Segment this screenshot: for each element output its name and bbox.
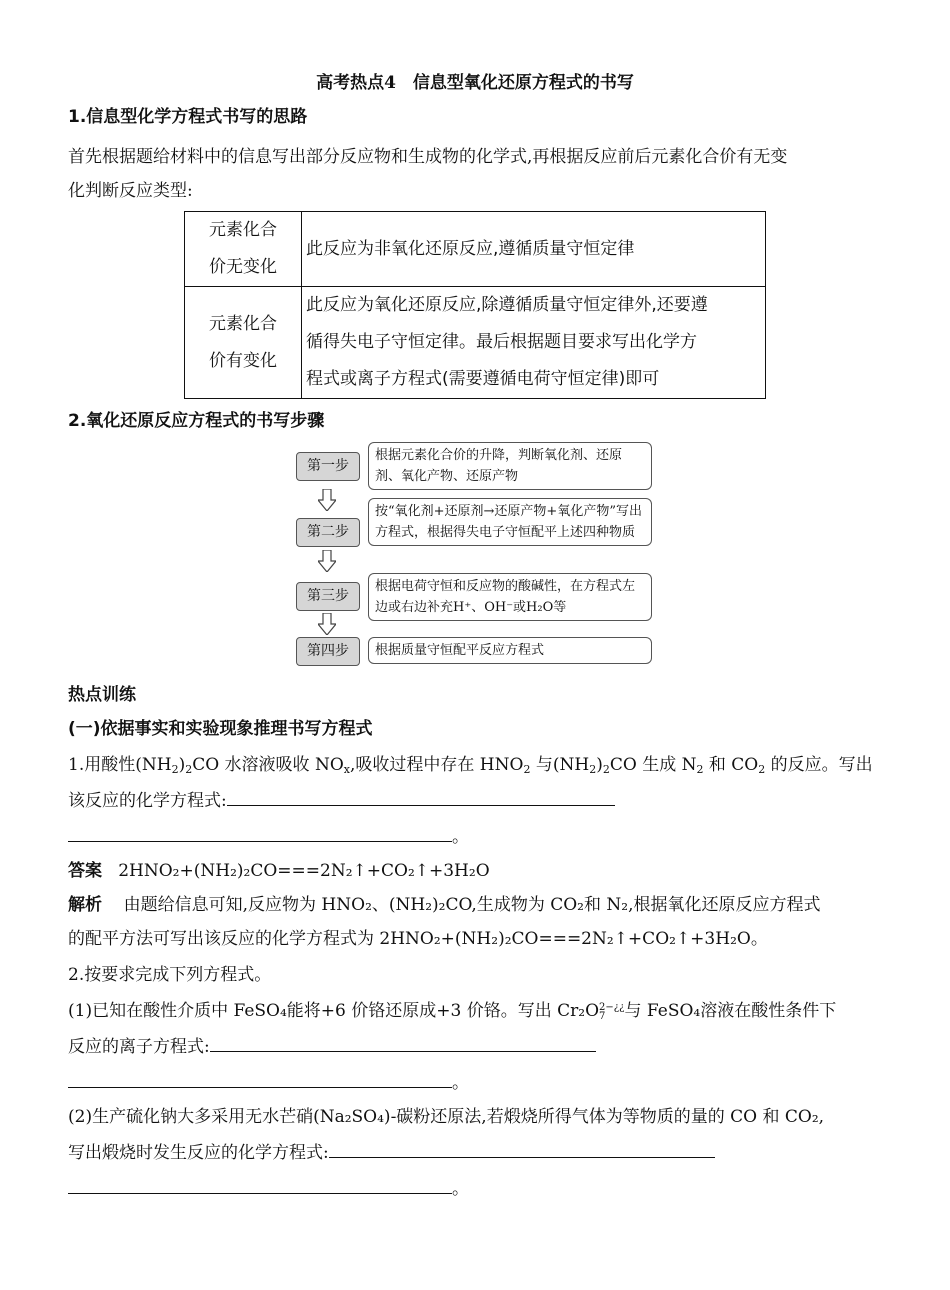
step-description: 根据电荷守恒和反应物的酸碱性，在方程式左边或右边补充H⁺、OH⁻或H₂O等 [368, 573, 652, 621]
table-text: 程式或离子方程式(需要遵循电荷守恒定律)即可 [306, 369, 660, 389]
table-text-cell: 此反应为非氧化还原反应,遵循质量守恒定律 [302, 212, 766, 287]
training-subheading: (一)依据事实和实验现象推理书写方程式 [68, 719, 373, 739]
table-label-cell [185, 212, 302, 287]
analysis-label: 解析 [68, 895, 102, 915]
analysis-line2: 的配平方法可写出该反应的化学方程式为 2HNO₂+(NH₂)₂CO===2N₂↑+CO₂↑+3H₂O。 [68, 929, 768, 949]
answer-blank[interactable] [68, 1070, 452, 1088]
step-description: 根据质量守恒配平反应方程式 [368, 637, 652, 664]
question-2-2-line1: (2)生产硫化钠大多采用无水芒硝(Na₂SO₄)-碳粉还原法,若煅烧所得气体为等物质的量的 CO 和 CO₂, [68, 1107, 825, 1127]
step-description: 根据元素化合价的升降，判断氧化剂、还原剂、氧化产物、还原产物 [368, 442, 652, 490]
down-arrow-icon [318, 550, 336, 572]
section2-heading: 2.氧化还原反应方程式的书写步骤 [68, 411, 325, 431]
question-2-heading: 2.按要求完成下列方程式。 [68, 965, 272, 985]
table-label: 价有变化 [209, 350, 277, 371]
table-label: 价无变化 [209, 257, 277, 277]
step-label: 第二步 [296, 518, 360, 547]
step-label: 第三步 [296, 582, 360, 611]
answer-blank[interactable] [210, 1034, 596, 1052]
section1-heading: 1.信息型化学方程式书写的思路 [68, 107, 308, 127]
answer-text: 2HNO₂+(NH₂)₂CO===2N₂↑+CO₂↑+3H₂O [118, 861, 490, 881]
section1-intro-line1: 首先根据题给材料中的信息写出部分反应物和生成物的化学式,再根据反应前后元素化合价有无变 [68, 147, 788, 167]
question-2-1-line2: 反应的离子方程式: [68, 1032, 596, 1057]
answer-blank[interactable] [68, 824, 452, 842]
question-2-2-line3: 。 [68, 1174, 469, 1199]
question-2-2-line2: 写出煅烧时发生反应的化学方程式: [68, 1138, 715, 1163]
answer-blank[interactable] [68, 1176, 452, 1194]
table-text: 循得失电子守恒定律。最后根据题目要求写出化学方 [306, 332, 697, 352]
table-label: 元素化合 [209, 220, 277, 240]
training-heading: 热点训练 [68, 685, 136, 705]
question-1-line2: 该反应的化学方程式: [68, 786, 615, 811]
table-label-cell [185, 287, 302, 399]
down-arrow-icon [318, 489, 336, 511]
question-1-line3: 。 [68, 822, 469, 847]
question-1-line1: 1.用酸性$(NH_2)_2CO$ 水溶液吸收 $NO_x$,吸收过程中存在 $HNO_2$ 与$(NH_2)_2CO$ 生成 $N_2$ 和 $CO_2$ 的反应。写出 [68, 755, 873, 776]
step-label: 第一步 [296, 452, 360, 481]
answer-line [68, 856, 490, 881]
down-arrow-icon [318, 613, 336, 635]
answer-label: 答案 [68, 861, 102, 881]
table-row [185, 212, 766, 287]
table-row [185, 287, 766, 399]
answer-blank[interactable] [227, 788, 615, 806]
section1-intro-line2: 化判断反应类型: [68, 181, 193, 201]
step-description: 按“氧化剂+还原剂→还原产物+氧化产物”写出方程式，根据得失电子守恒配平上述四种物质 [368, 498, 652, 546]
step-label: 第四步 [296, 637, 360, 666]
table-text: 此反应为氧化还原反应,除遵循质量守恒定律外,还要遵 [306, 295, 708, 315]
table-text-cell [302, 287, 766, 399]
reaction-type-table [184, 211, 766, 399]
table-label: 元素化合 [209, 313, 277, 334]
answer-blank[interactable] [329, 1140, 715, 1158]
analysis-line1: 解析 由题给信息可知,反应物为 HNO₂、(NH₂)₂CO,生成物为 CO₂和 N₂,根据氧化还原反应方程式 [68, 895, 821, 915]
question-2-1-line1: (1)已知在酸性介质中 FeSO₄能将+6 价铬还原成+3 价铬。写出 Cr₂O 2−¿¿ 7 与 FeSO₄溶液在酸性条件下 [68, 1001, 837, 1022]
page-title: 高考热点4 信息型氧化还原方程式的书写 [316, 73, 634, 93]
question-2-1-line3: 。 [68, 1068, 469, 1093]
